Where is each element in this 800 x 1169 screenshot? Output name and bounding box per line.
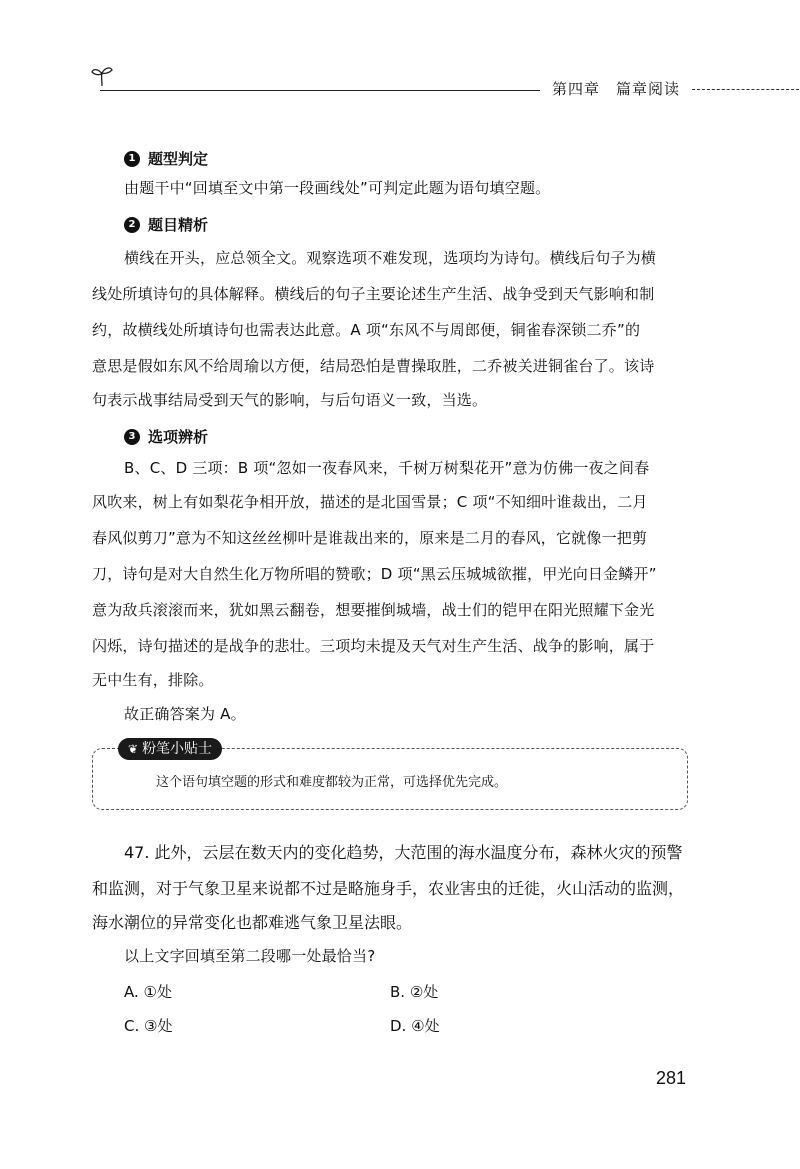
body-line: 意为敌兵滚滚而来，犹如黑云翻卷，想要摧倒城墙，战士们的铠甲在阳光照耀下金光	[92, 601, 655, 619]
body-line: 无中生有，排除。	[92, 671, 214, 689]
option-b: B. ②处	[390, 983, 439, 1001]
tip-label: 粉笔小贴士	[142, 741, 213, 757]
body-line: 刀，诗句是对大自然生化万物所唱的赞歌；D 项“黑云压城城欲摧，甲光向日金鳞开”	[92, 565, 657, 583]
question-line: 和监测，对于气象卫星来说都不过是略施身手，农业害虫的迁徙，火山活动的监测，	[92, 879, 685, 898]
page-number: 281	[656, 1068, 687, 1088]
section-title: 题型判定	[148, 150, 209, 168]
section-heading-type-judgment	[124, 148, 208, 169]
header-dash-rule	[692, 89, 800, 90]
body-line: 春风似剪刀”意为不知这丝丝柳叶是谁裁出来的，原来是二月的春风，它就像一把剪	[92, 529, 648, 547]
body-line: 闪烁，诗句描述的是战争的悲壮。三项均未提及天气对生产生活、战争的影响，属于	[92, 637, 655, 655]
sprout-icon	[90, 64, 114, 88]
body-line: 线处所填诗句的具体解释。横线后的句子主要论述生产生活、战争受到天气影响和制	[92, 285, 655, 303]
section-heading-options	[124, 426, 208, 447]
body-line: 句表示战事结局受到天气的影响，与后句语义一致，当选。	[92, 391, 488, 409]
section-heading-analysis	[124, 214, 208, 235]
clock-icon: 3	[124, 429, 140, 445]
chapter-label: 第四章	[552, 80, 601, 98]
header-rule	[100, 90, 540, 91]
section-title: 选项辨析	[148, 428, 209, 446]
analysis-icon: 2	[124, 217, 140, 233]
body-line: 由题干中“回填至文中第一段画线处”可判定此题为语句填空题。	[124, 179, 551, 197]
section-label: 篇章阅读	[616, 80, 681, 98]
question-line: 海水潮位的异常变化也都难逃气象卫星法眼。	[92, 913, 413, 932]
running-header	[90, 64, 730, 96]
body-line: 横线在开头，应总领全文。观察选项不难发现，选项均为诗句。横线后句子为横	[124, 249, 657, 267]
tip-badge	[118, 738, 222, 760]
body-line: B、C、D 三项：B 项“忽如一夜春风来，千树万树梨花开”意为仿佛一夜之间春	[124, 459, 650, 477]
question-line: 47. 此外，云层在数天内的变化趋势，大范围的海水温度分布，森林火灾的预警	[124, 843, 683, 862]
option-a: A. ①处	[124, 983, 172, 1001]
tip-text: 这个语句填空题的形式和难度都较为正常，可选择优先完成。	[156, 775, 508, 790]
section-title: 题目精析	[148, 216, 209, 234]
question-prompt: 以上文字回填至第二段哪一处最恰当?	[124, 947, 376, 965]
option-d: D. ④处	[390, 1017, 440, 1035]
gear-icon: 1	[124, 151, 140, 167]
option-c: C. ③处	[124, 1017, 173, 1035]
body-line: 约，故横线处所填诗句也需表达此意。A 项“东风不与周郎便，铜雀春深锁二乔”的	[92, 321, 641, 339]
sprout-icon: ❦	[128, 742, 139, 756]
header-title	[552, 78, 680, 99]
answer-line: 故正确答案为 A。	[124, 705, 246, 723]
body-line: 风吹来，树上有如梨花争相开放，描述的是北国雪景；C 项“不知细叶谁裁出，二月	[92, 493, 648, 511]
body-line: 意思是假如东风不给周瑜以方便，结局恐怕是曹操取胜，二乔被关进铜雀台了。该诗	[92, 357, 655, 375]
